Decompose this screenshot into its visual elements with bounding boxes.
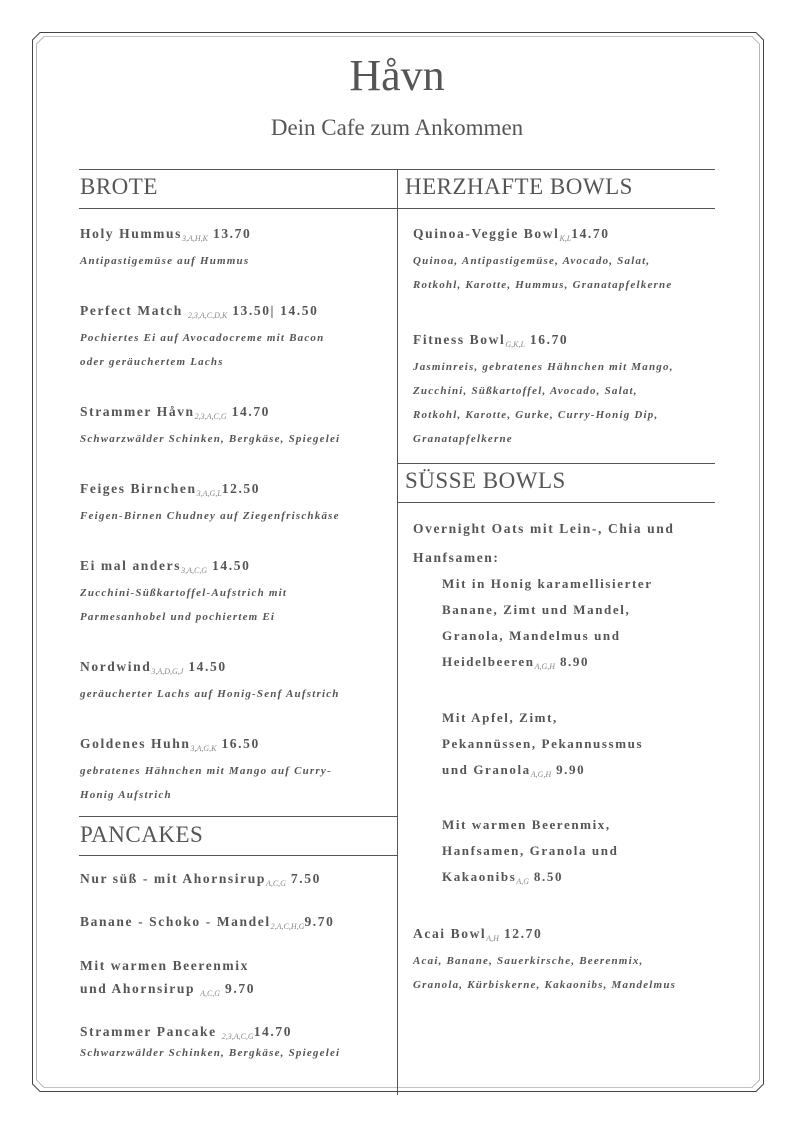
item-strammer-pancake: Strammer Pancake $_{2,3,A,C,G}$14.70 [80,1024,293,1041]
oats-option-1-line-2: Banane, Zimt und Mandel, [442,602,631,617]
column-divider [397,169,398,1095]
oats-option-3-line-2: Hanfsamen, Granola und [442,843,619,858]
desc-fitness-4: Granatapfelkerne [413,433,513,445]
desc-ei-mal-anders-1: Zucchini-Süßkartoffel-Aufstrich mit [80,587,288,599]
desc-feiges-birnchen: Feigen-Birnen Chudney auf Ziegenfrischkäse [80,510,340,522]
desc-strammer-pancake: Schwarzwälder Schinken, Bergkäse, Spiegelei [80,1047,341,1059]
item-holy-hummus: Holy Hummus$_{3,A,H,K}$ 13.70 [80,226,252,243]
item-overnight-oats-2: Hanfsamen: [413,550,500,565]
item-goldenes-huhn: Goldenes Huhn$_{3,A,G,K}$ 16.50 [80,736,260,753]
desc-nordwind: geräucherter Lachs auf Honig-Senf Aufstrich [80,688,340,700]
divider-herzhaft [398,208,715,209]
oats-option-1-line-3: Granola, Mandelmus und [442,628,621,643]
item-fitness-bowl: Fitness Bowl$_{G,K,L}$ 16.70 [413,332,569,349]
divider-pancakes-bottom [79,855,398,856]
desc-holy-hummus: Antipastigemüse auf Hummus [80,255,250,267]
item-banane-schoko-mandel: Banane - Schoko - Mandel$_{2,A,C,H,G}$9.70 [80,914,335,931]
item-nordwind: Nordwind$_{3,A,D,G,J}$ 14.50 [80,659,227,676]
desc-ei-mal-anders-2: Parmesanhobel und pochiertem Ei [80,611,276,623]
desc-fitness-1: Jasminreis, gebratenes Hähnchen mit Mango, [413,361,674,373]
item-nur-suess: Nur süß - mit Ahornsirup$_{A,C,G}$ 7.50 [80,871,321,888]
section-suesse-bowls: SÜSSE BOWLS [405,468,566,493]
desc-acai-1: Acai, Banane, Sauerkirsche, Beerenmix, [413,955,644,967]
desc-quinoa-1: Quinoa, Antipastigemüse, Avocado, Salat, [413,255,651,267]
item-beerenmix-pancake-1: Mit warmen Beerenmix [80,958,249,973]
item-feiges-birnchen: Feiges Birnchen$_{3,A,G,L}$12.50 [80,481,261,498]
oats-option-3-line-3: Kakaonibs$_{A,G}$ 8.50 [442,869,564,886]
section-pancakes: PANCAKES [80,822,204,847]
desc-acai-2: Granola, Kürbiskerne, Kakaonibs, Mandelmus [413,979,677,991]
cafe-subtitle: Dein Cafe zum Ankommen [270,115,524,140]
item-perfect-match: Perfect Match $_{2,3,A,C,D,K}$ 13.50| 14.50 [80,303,319,320]
divider-suess-bottom [398,502,715,503]
item-overnight-oats-1: Overnight Oats mit Lein-, Chia und [413,521,675,536]
item-beerenmix-pancake-2: und Ahornsirup $_{A,C,G}$ 9.70 [80,981,256,998]
divider-brote [79,208,398,209]
desc-fitness-3: Rotkohl, Karotte, Gurke, Curry-Honig Dip, [413,409,659,421]
item-ei-mal-anders: Ei mal anders$_{3,A,C,G}$ 14.50 [80,558,251,575]
item-quinoa-veggie-bowl: Quinoa-Veggie Bowl$_{K,L}$14.70 [413,226,610,243]
desc-goldenes-huhn-2: Honig Aufstrich [80,789,172,801]
desc-goldenes-huhn-1: gebratenes Hähnchen mit Mango auf Curry- [80,765,332,777]
divider-pancakes-top [79,816,398,817]
section-brote: BROTE [80,174,158,199]
desc-perfect-match-2: oder geräuchertem Lachs [80,356,224,368]
cafe-title: Håvn [349,51,445,100]
oats-option-2-line-1: Mit Apfel, Zimt, [442,710,558,725]
section-herzhafte-bowls: HERZHAFTE BOWLS [405,174,633,199]
desc-quinoa-2: Rotkohl, Karotte, Hummus, Granatapfelkerne [413,279,673,291]
oats-option-3-line-1: Mit warmen Beerenmix, [442,817,611,832]
oats-option-1-line-1: Mit in Honig karamellisierter [442,576,653,591]
item-strammer-havn: Strammer Håvn$_{2,3,A,C,G}$ 14.70 [80,404,271,421]
desc-strammer-havn: Schwarzwälder Schinken, Bergkäse, Spiegelei [80,433,341,445]
desc-fitness-2: Zucchini, Süßkartoffel, Avocado, Salat, [413,385,638,397]
oats-option-2-line-3: und Granola$_{A,G,H}$ 9.90 [442,762,586,779]
oats-option-2-line-2: Pekannüssen, Pekannussmus [442,736,644,751]
divider-suess-top [398,463,715,464]
desc-perfect-match-1: Pochiertes Ei auf Avocadocreme mit Bacon [80,332,325,344]
oats-option-1-line-4: Heidelbeeren$_{A,G,H}$ 8.90 [442,654,590,671]
item-acai-bowl: Acai Bowl$_{A,H}$ 12.70 [413,926,543,943]
